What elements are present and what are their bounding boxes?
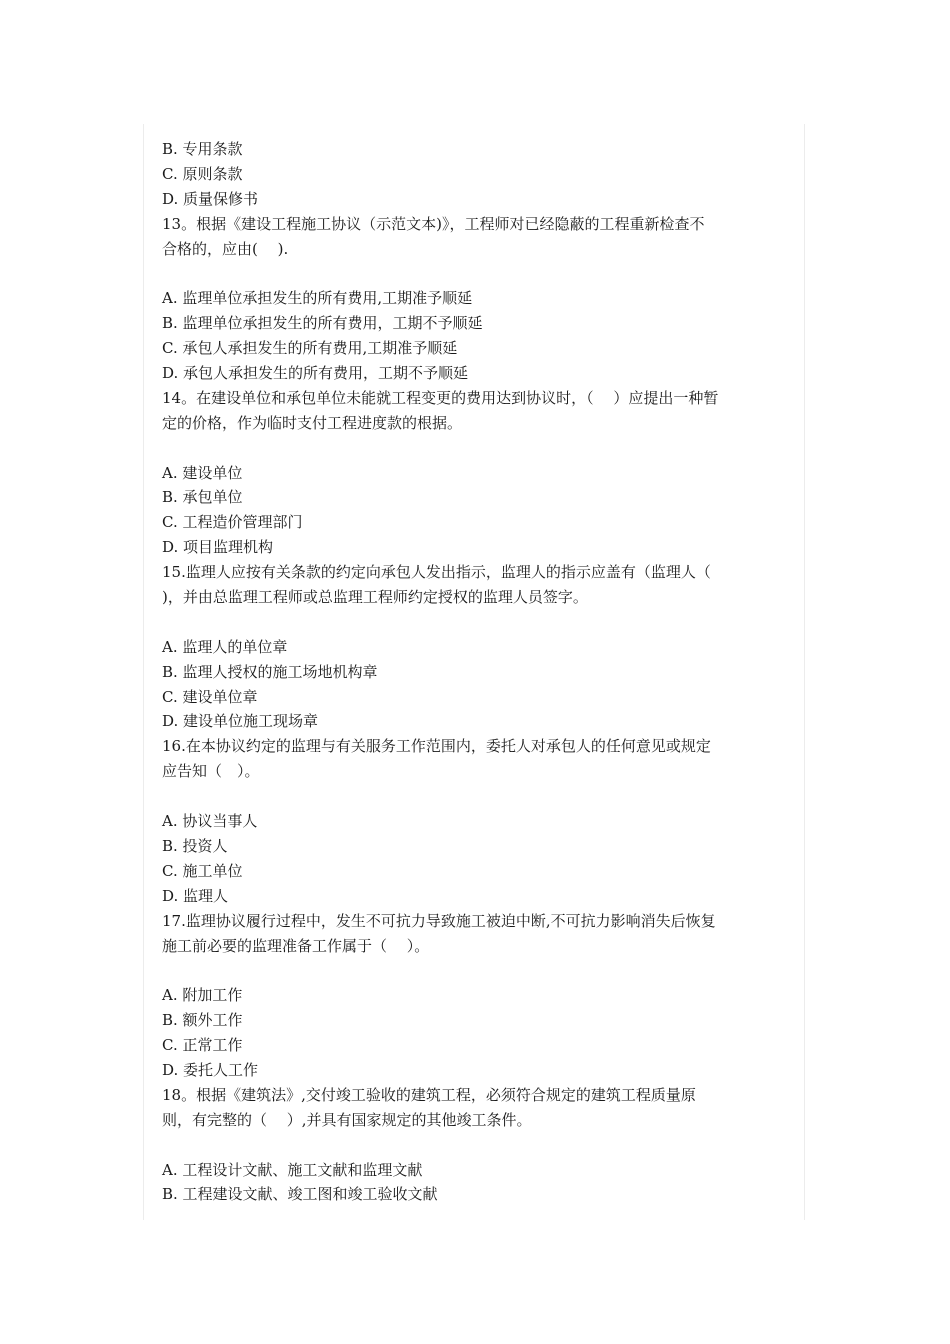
option-line: B. 工程建设文献、竣工图和竣工验收文献 xyxy=(162,1185,438,1204)
question-line: 15.监理人应按有关条款的约定向承包人发出指示，监理人的指示应盖有（监理人（ xyxy=(162,563,711,582)
text-line: )，并由总监理工程师或总监理工程师约定授权的监理人员签字。 xyxy=(162,588,588,607)
text-line: 应告知（ ）。 xyxy=(162,762,260,781)
option-line: C. 建设单位章 xyxy=(162,687,258,706)
text-line: 施工前必要的监理准备工作属于（ ）。 xyxy=(162,936,430,955)
option-line: D. 建设单位施工现场章 xyxy=(162,712,319,731)
option-line: A. 附加工作 xyxy=(162,986,243,1005)
option-line: A. 协议当事人 xyxy=(162,812,258,831)
option-line: D. 项目监理机构 xyxy=(162,538,274,557)
option-line: D. 承包人承担发生的所有费用，工期不予顺延 xyxy=(162,364,469,383)
option-line: B. 监理人授权的施工场地机构章 xyxy=(162,662,378,681)
option-line: C. 施工单位 xyxy=(162,861,243,880)
option-line: A. 建设单位 xyxy=(162,463,243,482)
blank-line xyxy=(162,436,787,461)
text-line: 定的价格，作为临时支付工程进度款的根据。 xyxy=(162,413,463,432)
option-line: C. 原则条款 xyxy=(162,164,243,183)
option-line: C. 正常工作 xyxy=(162,1036,243,1055)
option-line: D. 委托人工作 xyxy=(162,1060,259,1079)
question-line: 18。根据《建筑法》,交付竣工验收的建筑工程，必须符合规定的建筑工程质量原 xyxy=(162,1085,696,1104)
option-line: C. 承包人承担发生的所有费用,工期准予顺延 xyxy=(162,339,458,358)
blank-line xyxy=(162,1133,787,1158)
question-line: 16.在本协议约定的监理与有关服务工作范围内，委托人对承包人的任何意见或规定 xyxy=(162,737,711,756)
blank-line xyxy=(162,261,787,286)
option-line: B. 专用条款 xyxy=(162,140,243,158)
option-line: C. 工程造价管理部门 xyxy=(162,513,303,532)
question-line: 17.监理协议履行过程中，发生不可抗力导致施工被迫中断,不可抗力影响消失后恢复 xyxy=(162,911,716,930)
option-line: B. 投资人 xyxy=(162,836,228,855)
option-line: D. 质量保修书 xyxy=(162,189,259,208)
option-line: B. 额外工作 xyxy=(162,1011,243,1030)
option-line: B. 监理单位承担发生的所有费用，工期不予顺延 xyxy=(162,314,483,333)
text-line: 合格的，应由( ). xyxy=(162,239,289,258)
blank-line xyxy=(162,784,787,809)
document-text xyxy=(162,137,787,1207)
option-line: D. 监理人 xyxy=(162,886,229,905)
blank-line xyxy=(162,958,787,983)
question-line: 14。在建设单位和承包单位未能就工程变更的费用达到协议时，（ ）应提出一种暂 xyxy=(162,388,719,407)
option-line: B. 承包单位 xyxy=(162,488,243,507)
question-line: 13。根据《建设工程施工协议（示范文本)》，工程师对已经隐蔽的工程重新检查不 xyxy=(162,214,705,233)
option-line: A. 监理单位承担发生的所有费用,工期准予顺延 xyxy=(162,289,473,308)
text-line: 则，有完整的（ ）,并具有国家规定的其他竣工条件。 xyxy=(162,1110,532,1129)
blank-line xyxy=(162,610,787,635)
option-line: A. 工程设计文献、施工文献和监理文献 xyxy=(162,1160,423,1179)
option-line: A. 监理人的单位章 xyxy=(162,637,288,656)
